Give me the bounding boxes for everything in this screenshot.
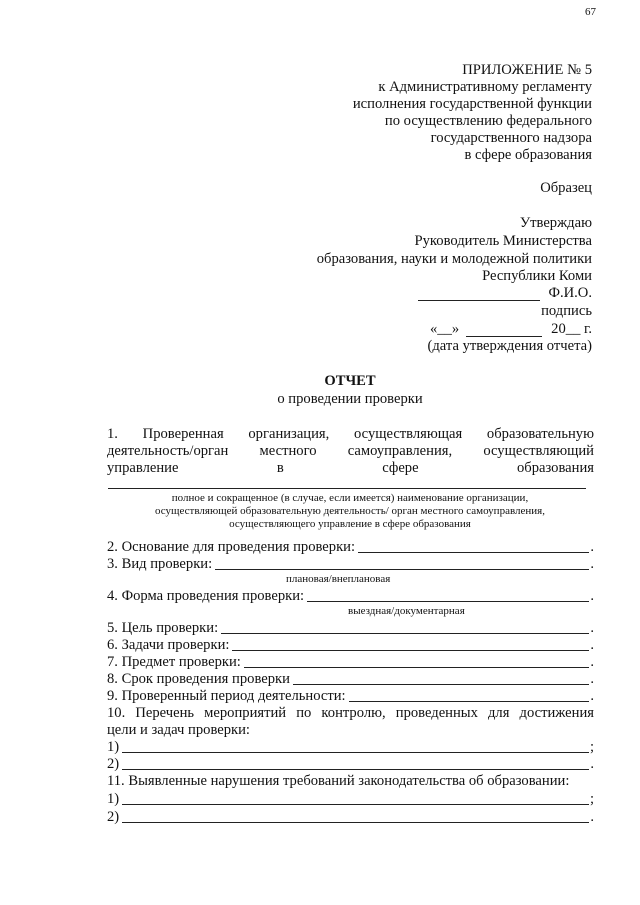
tasks-label: 6. Задачи проверки: (107, 637, 230, 653)
approver-line: образования, науки и молодежной политики (316, 251, 592, 267)
form-label: 4. Форма проведения проверки: (107, 588, 305, 604)
end-mark: . (590, 671, 594, 687)
violations-heading: 11. Выявленные нарушения требований законодательства об образовании: (107, 773, 570, 789)
approver-line: Республики Коми (482, 268, 592, 284)
tasks-field-line (232, 650, 589, 651)
report-title: ОТЧЕТ (324, 373, 376, 389)
measures-field-line (122, 769, 589, 770)
org-caption: осуществляющего управление в сфере образования (229, 518, 471, 530)
end-mark: . (590, 556, 594, 572)
measures-line: 10. Перечень мероприятий по контролю, проведенных для достижения (107, 705, 594, 721)
org-caption: полное и сокращенное (в случае, если имеется) наименование организации, (171, 492, 529, 504)
tasks-row (107, 637, 594, 654)
type-row (107, 556, 594, 573)
item-number: 1) (107, 739, 120, 755)
period-row (107, 688, 594, 705)
item-number: 2) (107, 756, 120, 772)
end-mark: . (590, 809, 594, 825)
item-number: 1) (107, 791, 120, 807)
basis-label: 2. Основание для проведения проверки: (107, 539, 356, 555)
measures-field-line (122, 752, 589, 753)
violations-item-1 (107, 791, 594, 808)
fio-label: Ф.И.О. (548, 285, 592, 301)
date-caption: (дата утверждения отчета) (427, 338, 592, 354)
end-mark: . (590, 756, 594, 772)
violations-field-line (122, 804, 589, 805)
goal-label: 5. Цель проверки: (107, 620, 219, 636)
measures-item-2 (107, 756, 594, 773)
date-day: «__» (430, 321, 460, 337)
period-label: 9. Проверенный период деятельности: (107, 688, 346, 704)
type-caption: плановая/внеплановая (286, 573, 391, 585)
form-field-line (307, 601, 589, 602)
form-row (107, 588, 594, 605)
basis-row (107, 539, 594, 556)
appendix-line: к Административному регламенту (378, 79, 592, 95)
violations-item-2 (107, 809, 594, 826)
end-mark: . (590, 620, 594, 636)
measures-item-1 (107, 739, 594, 756)
signature-line (418, 300, 540, 301)
end-mark: . (590, 688, 594, 704)
page-number: 67 (585, 6, 596, 18)
type-label: 3. Вид проверки: (107, 556, 213, 572)
term-field-line (293, 684, 589, 685)
end-mark: . (590, 539, 594, 555)
date-month-line (466, 336, 542, 337)
end-mark: . (590, 637, 594, 653)
end-mark: ; (589, 739, 594, 755)
item1-line: деятельность/орган местного самоуправления, осуществляющий (107, 443, 594, 459)
term-row (107, 671, 594, 688)
signature-caption: подпись (541, 303, 592, 319)
form-caption: выездная/документарная (348, 605, 465, 617)
appendix-line: в сфере образования (464, 147, 592, 163)
sample-label: Образец (540, 180, 592, 196)
appendix-line: государственного надзора (430, 130, 592, 146)
item1-line: управление в сфере образования (107, 460, 594, 476)
goal-field-line (221, 633, 589, 634)
approver-line: Руководитель Министерства (414, 233, 592, 249)
measures-line: цели и задач проверки: (107, 722, 250, 738)
org-caption: осуществляющей образовательную деятельность/ орган местного самоуправления, (155, 505, 545, 517)
report-subtitle: о проведении проверки (277, 391, 423, 407)
subject-label: 7. Предмет проверки: (107, 654, 241, 670)
subject-row (107, 654, 594, 671)
violations-field-line (122, 822, 589, 823)
term-label: 8. Срок проведения проверки (107, 671, 290, 687)
period-field-line (349, 701, 590, 702)
approve-label: Утверждаю (519, 215, 592, 231)
appendix-title: ПРИЛОЖЕНИЕ № 5 (462, 62, 592, 78)
appendix-line: исполнения государственной функции (352, 96, 592, 112)
subject-field-line (244, 667, 590, 668)
end-mark: . (590, 654, 594, 670)
end-mark: ; (589, 791, 594, 807)
basis-field-line (358, 552, 589, 553)
goal-row (107, 620, 594, 637)
item1-line: 1. Проверенная организация, осуществляющая образовательную (107, 426, 594, 442)
appendix-line: по осуществлению федерального (384, 113, 592, 129)
date-year: 20__ г. (551, 321, 592, 337)
type-field-line (215, 569, 589, 570)
end-mark: . (590, 588, 594, 604)
item-number: 2) (107, 809, 120, 825)
org-name-line (108, 488, 586, 489)
